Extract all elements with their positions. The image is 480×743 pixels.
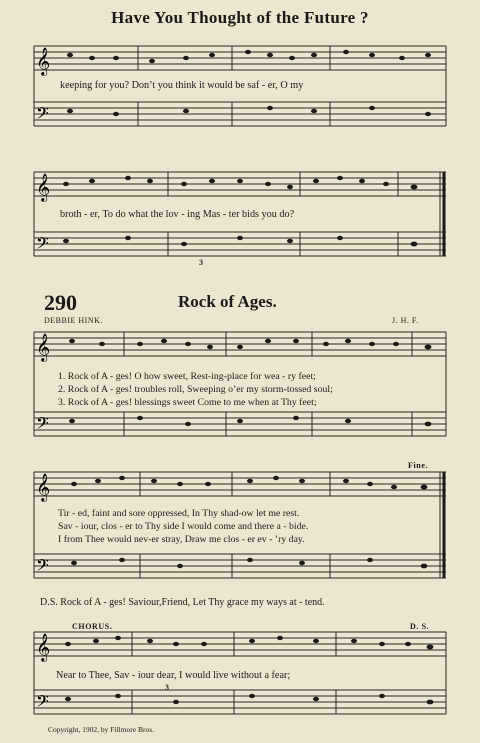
verse-lyric-line: 2. Rock of A - ges! troubles roll, Sweeping o’er my storm-tossed soul;: [58, 384, 333, 395]
bass-staff: [34, 690, 446, 714]
verse-lyric-line: Tir - ed, faint and sore oppressed, In Thy shad-ow let me rest.: [58, 508, 300, 519]
bass-clef-icon: 𝄢: [36, 555, 49, 579]
song-title: Rock of Ages.: [178, 292, 277, 311]
verse-lyric-line: I from Thee would nev-er stray, Draw me clos - er ev - ’ry day.: [58, 534, 305, 545]
music-staff-system: [0, 462, 480, 602]
lyricist-credit: DEBBIE HINK.: [44, 316, 103, 325]
bass-staff: [34, 554, 446, 578]
treble-clef-icon: 𝄞: [36, 173, 51, 201]
notes: [69, 339, 431, 427]
copyright-notice: Copyright, 1902, by Fillmore Bros.: [48, 725, 155, 734]
treble-staff: [34, 46, 446, 70]
lyric-line: keeping for you? Don’t you think it would be saf - er, O my: [60, 80, 304, 91]
triplet-mark: 3: [199, 258, 203, 267]
composer-credit: J. H. F.: [392, 316, 419, 325]
bass-clef-icon: 𝄢: [36, 413, 49, 437]
bass-staff: [34, 412, 446, 436]
ds-label: D. S.: [410, 622, 430, 631]
treble-clef-icon: 𝄞: [36, 333, 51, 361]
lyric-line: broth - er, To do what the lov - ing Mas - ter bids you do?: [60, 209, 295, 220]
chorus-label: CHORUS.: [72, 622, 113, 631]
bass-staff: [34, 102, 446, 126]
verse-lyric-line: 1. Rock of A - ges! O how sweet, Rest-ing-place for wea - ry feet;: [58, 371, 316, 382]
song-title: Have You Thought of the Future ?: [111, 8, 369, 27]
chorus-lyric-line: Near to Thee, Sav - iour dear, I would live without a fear;: [56, 670, 291, 681]
bass-clef-icon: 𝄢: [36, 691, 49, 715]
fine-label: Fine.: [408, 461, 429, 470]
treble-clef-icon: 𝄞: [36, 47, 51, 75]
bass-staff: [34, 232, 446, 256]
ds-lyric-line: D.S. Rock of A - ges! Saviour,Friend, Let Thy grace my ways at - tend.: [40, 597, 325, 608]
hymn-number: 290: [44, 290, 77, 315]
bass-clef-icon: 𝄢: [36, 103, 49, 127]
verse-lyric-line: Sav - iour, clos - er to Thy side I would come and there a - bide.: [58, 521, 309, 532]
treble-clef-icon: 𝄞: [36, 473, 51, 501]
treble-staff: [34, 332, 446, 356]
treble-clef-icon: 𝄞: [36, 633, 51, 661]
triplet-mark: 3: [165, 683, 169, 692]
verse-lyric-line: 3. Rock of A - ges! blessings sweet Come to me when at Thy feet;: [58, 397, 317, 408]
bass-clef-icon: 𝄢: [36, 233, 49, 257]
treble-staff: [34, 472, 446, 496]
